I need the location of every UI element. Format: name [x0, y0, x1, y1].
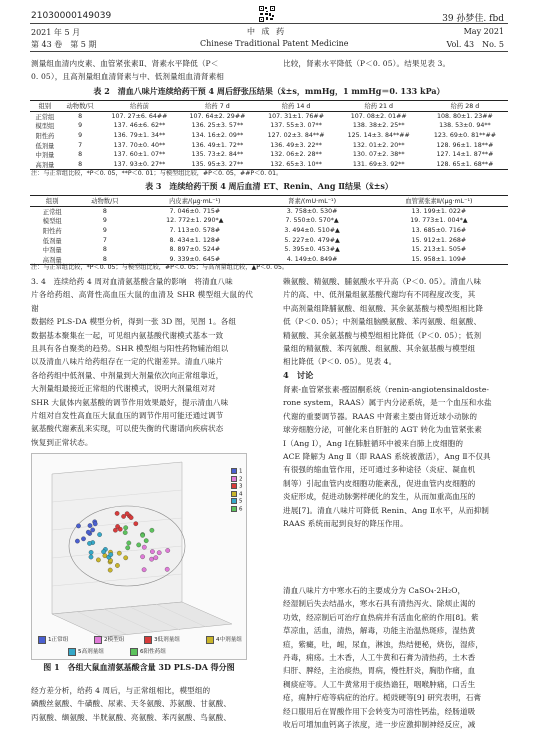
text-line: 代谢的重要调节器。RAAS 中肾素主要由肾近球小动脉的 — [283, 411, 478, 421]
scatter-point — [127, 541, 131, 545]
table-cell: 136. 49±3. 22** — [270, 141, 322, 149]
scatter-point — [109, 552, 113, 556]
scatter-point — [144, 539, 148, 543]
scatter-point — [81, 537, 85, 541]
text-line: 功效，经凉制后可治疗血热病并有活血化瘀的作用[8]。紫 — [283, 612, 479, 622]
table2-caption: 表 2 清血八味片连续给药干预 4 周后舒张压结果（x̄±s，mmHg，1 mmHg＝0. 133 kPa） — [93, 86, 445, 96]
document-id: 21030000149039 — [31, 11, 112, 21]
inset-legend-list — [231, 468, 243, 513]
table-cell: 137. 46±6. 62** — [113, 122, 166, 130]
table-cell: 130. 07±2. 38** — [352, 151, 405, 159]
qr-code-icon — [259, 6, 275, 22]
table-cell: 9 — [102, 217, 107, 225]
legend-item — [68, 647, 104, 656]
inset-legend-item — [231, 468, 243, 476]
table-header-row — [30, 196, 508, 207]
scatter-point — [124, 526, 128, 530]
text-line: 精氨酸、其余氨基酸与模型组相比降低（P＜0. 05）；低剂 — [283, 330, 482, 340]
journal-title-cn: 中 成 药 — [247, 27, 287, 36]
table-cell: 136. 49±1. 72** — [191, 141, 244, 149]
text-line: 收后可增加血钙离子浓度，进一步应激抑制神经反应，减 — [283, 720, 476, 730]
scatter-point — [96, 558, 100, 562]
text-line: 清血八味片方中寒水石的主要成分为 CaSO₄·2H₂O， — [283, 586, 466, 595]
amino-acid-results-text — [283, 275, 507, 369]
table3 — [30, 195, 508, 265]
inset-legend-item — [231, 483, 243, 491]
legend-label: 5高剂量组 — [78, 649, 104, 655]
figure-1-plot — [31, 453, 247, 660]
scatter-point — [124, 556, 128, 560]
text-line: RAAS 系统而起到良好的降压作用。 — [283, 519, 408, 529]
table-row — [30, 111, 508, 121]
scatter-point — [142, 568, 146, 572]
table-cell: 8. 434±1. 128# — [169, 236, 221, 244]
scatter-point — [154, 556, 158, 560]
text-line: 赖氨酸、精氨酸、脯氨酸水平升高（P＜0. 05）。清血八味 — [283, 277, 482, 286]
table-row — [30, 121, 508, 131]
table-cell: 127. 02±3. 84**# — [267, 132, 325, 140]
scatter-point — [93, 522, 97, 526]
text-line: 中高剂量组降脯氨酸、组氨酸、其余氨基酸与模型组相比降 — [283, 303, 484, 313]
table-cell: 7. 550±0. 570*▲ — [285, 217, 339, 225]
text-line: 量组的精氨酸、苯丙氨酸、组氨酸、其余氨基酸与模型组 — [283, 344, 476, 354]
table2 — [30, 100, 508, 170]
table-cell: 8 — [102, 207, 107, 215]
table-cell: 7. 046±0. 715# — [169, 207, 221, 215]
table-cell: 低剂量 — [35, 142, 55, 150]
table-cell: 9 — [78, 132, 83, 140]
text-line: 3. 4 连续给药 4 周对血清氨基酸含量的影响 将清血八味 — [31, 277, 233, 286]
table-cell: 高剂量 — [30, 255, 74, 265]
inset-legend-item — [231, 506, 243, 514]
table-row — [30, 216, 508, 226]
table-cell: 15. 958±1. 109# — [370, 255, 508, 265]
table-cell: 8. 897±0. 524# — [169, 246, 221, 254]
table-cell: 9 — [102, 227, 107, 235]
table-row — [30, 226, 508, 236]
table-cell: 135. 73±2. 84** — [191, 151, 244, 159]
legend-item — [38, 635, 68, 644]
table-cell: 136. 25±3. 57** — [191, 122, 244, 130]
scatter-point — [134, 522, 138, 526]
scatter-point — [150, 528, 154, 532]
text-line: 各给药组中低剂量、中剂量到大剂量依次向正常组靠近， — [31, 370, 224, 380]
column-header: 给药 7 d — [178, 101, 256, 112]
table-cell: 9 — [78, 122, 83, 130]
legend-swatch-icon — [144, 636, 152, 644]
table-cell: 7 — [102, 236, 107, 244]
text-line: 经湿制后失去结晶水，寒水石具有清热泻火、除烦止渴的 — [283, 599, 476, 609]
scatter-point — [150, 549, 154, 553]
table-cell: 5. 227±0. 479#▲ — [284, 236, 340, 244]
table-cell: 4. 149±0. 849# — [254, 255, 369, 265]
column-header: 给药前 — [101, 101, 179, 112]
table3-body — [30, 206, 508, 265]
inset-legend-number: 3 — [239, 483, 243, 490]
scatter-point — [86, 530, 90, 534]
inset-legend-number: 6 — [239, 506, 243, 512]
text-line: 肾素-血管紧张素-醛固酮系统（renin-angiotensinaldoste- — [283, 385, 490, 394]
header-rule-bottom — [30, 51, 508, 52]
table-cell: 123. 69±0. 81**## — [433, 132, 496, 140]
legend-swatch-icon — [38, 636, 46, 644]
text-line: 有很强的缩血管作用，还可通过多种途径（炎症、凝血机 — [283, 465, 476, 475]
text-line: 制等）引起血管内皮细胞功能紊乱，促进血管内皮细胞的 — [283, 478, 476, 488]
analysis-text — [31, 684, 253, 724]
scatter-point — [115, 563, 119, 567]
table-cell: 正常组 — [42, 208, 62, 216]
text-line: 稠痰症等。人工牛黄常用于痰热谵狂，咽喉肿痛，口舌生 — [283, 679, 476, 689]
text-line: 氨基酸代谢紊乱来实现，可以使失衡的代谢谱向疾病状态 — [31, 424, 224, 434]
scatter-point — [165, 567, 169, 571]
table3-note: 注：与正常组比较，*P＜0. 05；与模型组比较，#P＜0. 05；与高剂量组比较，▲P＜0. 05。 — [31, 264, 289, 271]
table-cell: 19. 773±1. 004*▲ — [410, 217, 468, 225]
issue-date-cn: 2021 年 5 月 — [31, 28, 81, 37]
table-cell: 127. 14±1. 87**# — [436, 151, 494, 159]
column-header: 血管紧张素Ⅱ/(μg·mL⁻¹) — [370, 196, 508, 207]
table-cell: 125. 14±3. 84**## — [347, 132, 410, 140]
text-line: 比较，肾素水平降低（P＜0. 05）。结果见表 3。 — [283, 59, 451, 68]
column-header: 给药 21 d — [336, 101, 422, 112]
scatter-point — [157, 551, 161, 555]
text-line: 以及清血八味片给药组存在一定的代谢差异。清血八味片 — [31, 357, 224, 367]
scatter-point — [137, 543, 141, 547]
text-line: 归肝、脾经，主治痰热，胃病，慢性肝炎，胸肋作痛，血 — [283, 666, 476, 676]
discussion-raas-text — [283, 383, 507, 530]
volume-cn: 第 43 卷 第 5 期 — [31, 40, 97, 49]
table-cell: 13. 685±0. 716# — [411, 227, 467, 235]
scatter-point — [140, 533, 144, 537]
table-cell: 8 — [60, 160, 101, 170]
inset-legend-number: 4 — [239, 491, 243, 497]
table-cell: 阳性药 — [42, 228, 62, 236]
table-cell: 107. 08±2. 01## — [350, 112, 407, 120]
text-line: 磷酸丝氨酸、牛磺酸、尿素、天冬氨酸、苏氨酸、甘氨酸、 — [31, 699, 232, 709]
column-header: 动物数/只 — [60, 101, 101, 112]
table-cell: 136. 79±1. 34** — [113, 132, 166, 140]
inset-swatch-icon — [231, 483, 237, 489]
table-cell: 13. 199±1. 022# — [411, 207, 467, 215]
figure-1-caption: 图 1 各组大鼠血清氨基酸含量 3D PLS-DA 得分图 — [43, 662, 235, 672]
table-cell: 8 — [78, 112, 83, 120]
table-cell: 12. 772±1. 290*▲ — [166, 217, 224, 225]
table-cell: 107. 31±1. 76## — [268, 112, 324, 120]
legend-label: 3低剂量组 — [154, 637, 180, 643]
table-cell: 15. 213±1. 505# — [411, 246, 467, 254]
scatter-point — [108, 568, 112, 572]
text-line: 片的高、中、低剂量组氨基酸代谢均有不同程度改变，其 — [283, 290, 476, 300]
table-cell: 128. 96±1. 18**# — [436, 141, 494, 149]
table-cell: 15. 912±1. 268# — [411, 236, 467, 244]
figure-inset-legend — [231, 468, 243, 513]
text-line: rone system，RAAS）属于内分泌系统，是一个血压和水盐 — [283, 398, 492, 408]
inset-swatch-icon — [231, 468, 237, 474]
table-row — [30, 235, 508, 245]
table-row — [30, 206, 508, 216]
table-cell: 7 — [78, 141, 83, 149]
column-header: 内皮素/(μg·mL⁻¹) — [135, 196, 254, 207]
table-cell: 7. 113±0. 578# — [169, 227, 221, 235]
text-line: 球旁细胞分泌，可催化来自肝脏的 AGT 转化为血管紧张素 — [283, 425, 482, 435]
table-cell: 高剂量 — [30, 160, 60, 170]
legend-label: 2模型组 — [104, 637, 125, 643]
volume-en: Vol. 43 No. 5 — [446, 40, 504, 49]
table-cell: 8 — [102, 246, 107, 254]
table-cell: 137. 55±3. 07** — [270, 122, 322, 130]
table-cell: 模型组 — [42, 218, 62, 226]
column-header: 动物数/只 — [74, 196, 135, 207]
table-row — [30, 140, 508, 150]
table3-caption: 表 3 连续给药干预 4 周后血清 ET、Renin、Ang Ⅱ结果（x̄±s） — [145, 181, 393, 191]
text-line: 数据经 PLS-DA 模型分析，得到一张 3D 图，见图 1。各组 — [31, 317, 237, 327]
table-cell: 132. 01±2. 20** — [352, 141, 405, 149]
table-cell: 131. 69±3. 92** — [336, 160, 422, 170]
table-cell: 3. 494±0. 510#▲ — [284, 227, 340, 235]
column-header: 给药 28 d — [422, 101, 508, 112]
scatter-point — [113, 528, 117, 532]
header-rule — [30, 23, 508, 24]
text-line: 经口服用后在胃酸作用下会转变为可溶性钙盐，经肠道吸 — [283, 706, 476, 716]
table-cell: 低剂量 — [42, 237, 62, 245]
text-line: 0. 05），且高剂量组血清肾素与中、低剂量组血清肾素相 — [31, 72, 224, 82]
scatter-point — [87, 541, 91, 545]
column-header: 组别 — [30, 101, 60, 112]
journal-title-en: Chinese Traditional Patent Medicine — [200, 39, 349, 48]
table-cell: 137. 70±0. 40** — [113, 141, 166, 149]
scatter-point — [166, 548, 170, 552]
table-cell: 132. 65±3. 10** — [256, 160, 335, 170]
table-cell: 9. 339±0. 645# — [135, 255, 254, 265]
table-row — [30, 245, 508, 255]
text-line: 数据基本聚集在一起，可见组内氨基酸代谢模式基本一致 — [31, 330, 224, 340]
inset-legend-number: 5 — [239, 498, 243, 505]
text-line: 疮，痈肿疔疮等病症的治疗。栀豉硬等[9] 研究表明，石膏 — [283, 693, 482, 703]
text-line: SHR 大鼠体内氨基酸的调节作用效果最好，提示清血八味 — [31, 397, 229, 407]
legend-swatch-icon — [130, 648, 138, 656]
scatter-point — [117, 551, 121, 555]
scatter-point — [76, 524, 80, 528]
table-row — [30, 150, 508, 160]
table-cell: 5. 395±0. 453#▲ — [284, 246, 340, 254]
text-line: 恢复到正常状态。 — [31, 437, 93, 447]
scatter-point — [140, 555, 144, 559]
scatter-point — [125, 512, 129, 516]
legend-swatch-icon — [206, 636, 214, 644]
inset-swatch-icon — [231, 476, 237, 482]
inset-legend-number: 2 — [239, 476, 243, 482]
text-line: 相比降低（P＜0. 05）。见表 4。 — [283, 357, 397, 367]
table-cell: 中剂量 — [35, 152, 55, 160]
table-cell: 中剂量 — [42, 247, 62, 255]
legend-item — [94, 635, 124, 644]
table-cell: 138. 53±0. 94** — [439, 122, 491, 130]
legend-swatch-icon — [94, 636, 102, 644]
table-cell: 模型组 — [35, 123, 55, 131]
table-row — [30, 131, 508, 141]
text-line: 丹毒，痈疡。土木香，人工牛黄和石膏为清热药，土木香 — [283, 653, 476, 663]
scatter-point — [89, 550, 93, 554]
legend-label: 6阳性药组 — [140, 649, 166, 655]
column-header: 肾素/(mU·mL⁻¹) — [254, 196, 369, 207]
inset-legend-item — [231, 476, 243, 484]
page-reference: 39 孙梦佳. fbd — [442, 14, 504, 24]
scatter-point — [88, 523, 92, 527]
inset-swatch-icon — [231, 491, 237, 497]
scatter-point — [118, 527, 122, 531]
scatter-point — [101, 550, 105, 554]
text-line: 低（P＜0. 05）；中剂量组脑酰氨酸、苯丙氨酸、组氨酸、 — [283, 317, 482, 327]
intro-right — [283, 57, 507, 70]
text-line: 炎症形成，促进动脉粥样硬化的发生，从而加重高血压的 — [283, 492, 476, 502]
table-cell: 128. 65±1. 68**# — [422, 160, 508, 170]
scatter-point — [129, 515, 133, 519]
inset-legend-item — [231, 498, 243, 506]
issue-date-en: May 2021 — [463, 27, 504, 36]
table-cell: 137. 60±1. 07** — [113, 151, 166, 159]
inset-legend-item — [231, 491, 243, 499]
scatter-point — [142, 545, 146, 549]
scatter-point — [75, 539, 79, 543]
discussion-formula-text — [283, 584, 507, 731]
text-line: 测量组血清内皮素、血管紧张素Ⅱ、肾素水平降低（P＜ — [31, 59, 219, 68]
table-cell: 137. 93±0. 27** — [101, 160, 179, 170]
text-line: 疸，紫癜，吐，衄，尿血，淋浊，热结便秘，烧伤，湿疹， — [283, 639, 484, 649]
legend-item — [130, 647, 166, 656]
table-cell: 正常组 — [35, 113, 55, 121]
table-cell: 3. 758±0. 530# — [286, 207, 338, 215]
legend-swatch-icon — [68, 648, 76, 656]
scatter-point — [97, 532, 101, 536]
text-line: 草凉血，活血，清热，解毒，功能主治温热斑疹，湿热黄 — [283, 626, 476, 636]
section-4-heading: 4 讨论 — [283, 370, 314, 380]
legend-label: 1正常组 — [48, 637, 69, 643]
table-cell: 135. 95±3. 27** — [178, 160, 256, 170]
section-3-4-text — [31, 275, 253, 449]
text-line: 且具有各自聚类的趋势。SHR 模型组与阳性药物辅治组以 — [31, 344, 229, 354]
text-line: 片各给药组、高肾性高血压大鼠的血清及 SHR 模型组大鼠的代谢 — [31, 290, 253, 313]
text-line: 大剂量组最接近正常组的代谢模式，说明大剂量组对对 — [31, 384, 216, 394]
inset-swatch-icon — [231, 498, 237, 504]
scatter-point — [103, 554, 107, 558]
pls-da-3d-plot — [32, 454, 246, 659]
table-cell: 138. 38±2. 25** — [352, 122, 405, 130]
table-cell: 107. 27±6. 64## — [111, 112, 168, 120]
legend-item — [206, 635, 242, 644]
text-line: 丙氨酸、缬氨酸、半胱氨酸、亮氨酸、苯丙氨酸、鸟氨酸、 — [31, 712, 232, 722]
table-cell: 107. 64±2. 29## — [189, 112, 246, 120]
table-header-row — [30, 101, 508, 112]
text-line: 片组对自发性高血压大鼠血压的调节作用可能还通过调节 — [31, 411, 224, 421]
text-line: 经方差分析，给药 4 周后，与正常组相比，模型组的 — [31, 686, 211, 695]
table-cell: 8 — [74, 255, 135, 265]
intro-left — [31, 57, 253, 84]
inset-swatch-icon — [231, 506, 237, 512]
scatter-point — [91, 528, 95, 532]
table-cell: 132. 06±2. 28** — [270, 151, 322, 159]
legend-item — [144, 635, 180, 644]
scatter-point — [89, 555, 93, 559]
table2-note: 注：与正常组比较，*P＜0. 05，**P＜0. 01；与模型组比较，#P＜0. 05，##P＜0. 01。 — [31, 170, 283, 177]
inset-legend-number: 1 — [239, 468, 243, 475]
scatter-point — [115, 511, 119, 515]
legend-label: 4中剂量组 — [216, 637, 242, 643]
text-line: 进展[7]。清血八味片可降低 Renin、Ang Ⅱ水平，从而抑制 — [283, 505, 489, 515]
text-line: ACE 降解为 Ang Ⅱ（即 RAAS 系统被激活），Ang Ⅱ不仅具 — [283, 452, 491, 462]
table-cell: 8 — [78, 151, 83, 159]
scatter-point — [149, 557, 153, 561]
table-cell: 阳性药 — [35, 133, 55, 141]
text-line: Ⅰ（Ang Ⅰ），Ang Ⅰ在肺脏循环中被来自肺上皮细胞的 — [283, 438, 464, 448]
table2-body — [30, 111, 508, 170]
scatter-point — [123, 530, 127, 534]
column-header: 组别 — [30, 196, 74, 207]
table-cell: 134. 16±2. 09** — [191, 132, 244, 140]
scatter-point — [126, 546, 130, 550]
column-header: 给药 14 d — [256, 101, 335, 112]
table-cell: 108. 80±1. 23## — [436, 112, 493, 120]
